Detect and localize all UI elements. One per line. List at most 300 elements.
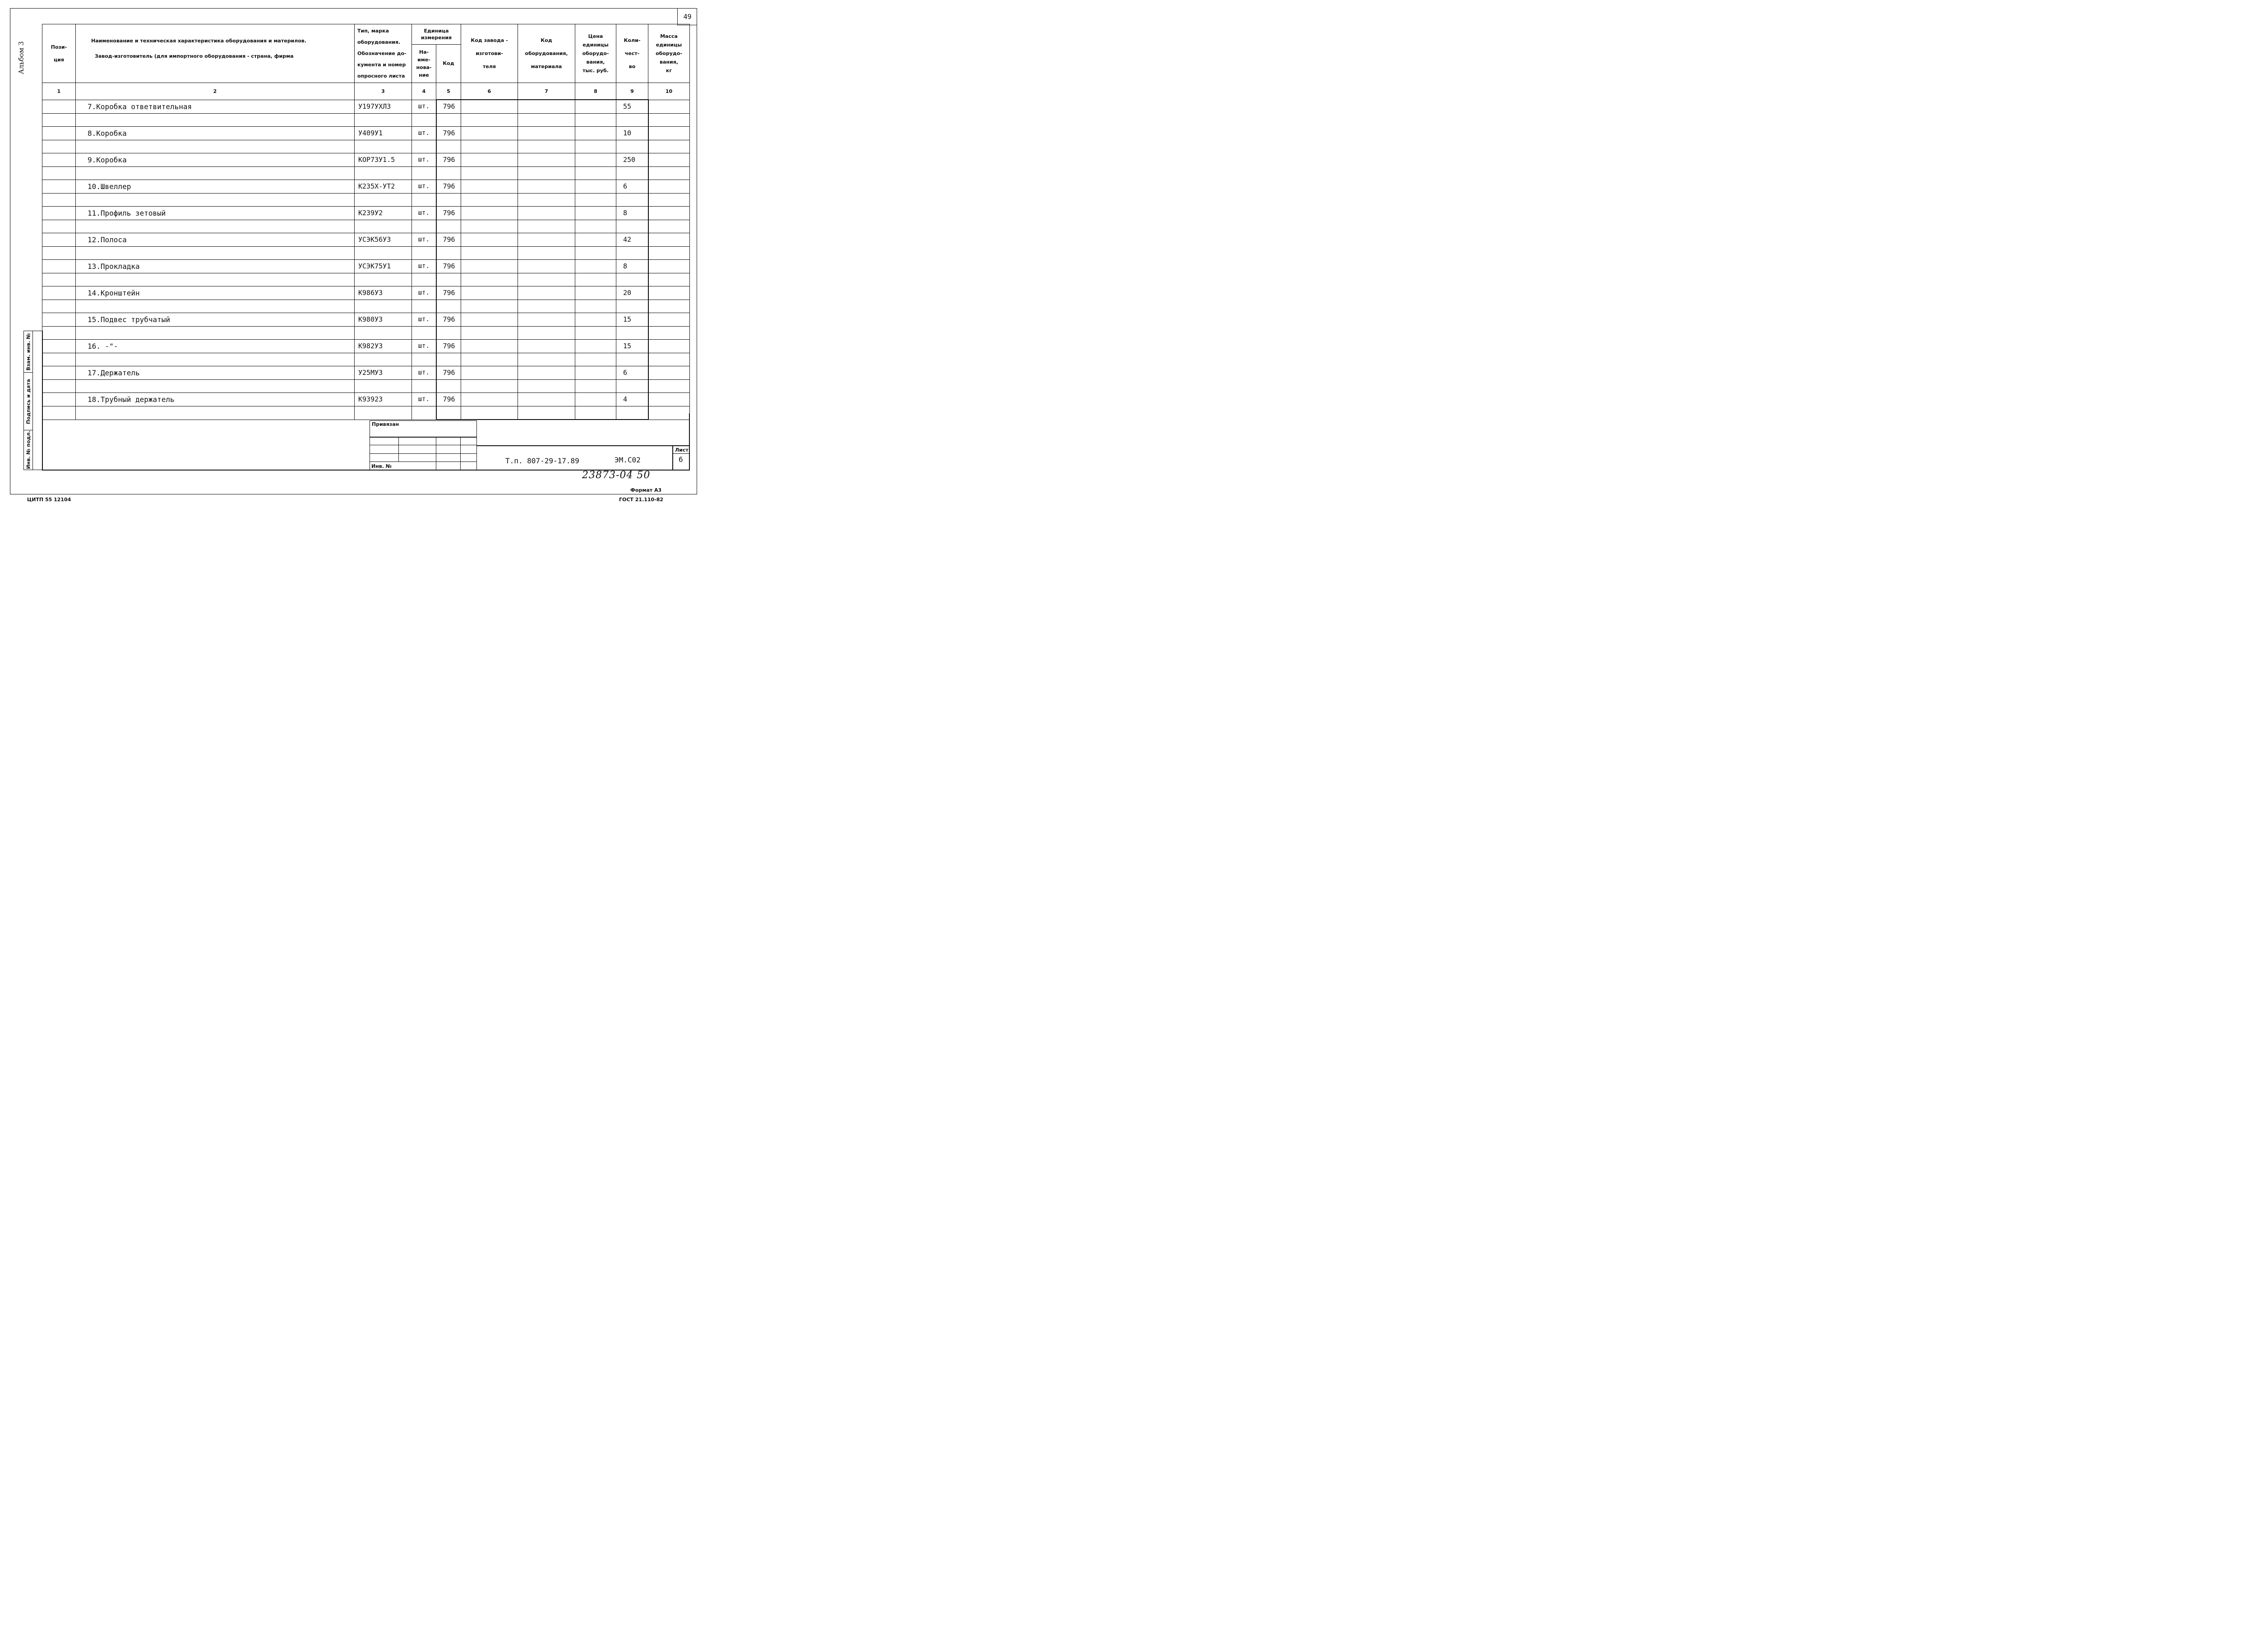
cell-price <box>575 366 616 380</box>
cell-type <box>355 353 412 366</box>
cell-factory <box>461 100 518 113</box>
cell-name <box>76 326 355 340</box>
cell-factory <box>461 286 518 300</box>
cell-unit: шт. <box>412 153 436 167</box>
table-row <box>42 340 690 353</box>
cell-name: 16. -"- <box>76 340 355 353</box>
cell-qty: 6 <box>616 180 648 194</box>
list-vline <box>672 445 673 470</box>
cell-type <box>355 326 412 340</box>
cell-equip <box>518 260 575 273</box>
cell-equip <box>518 246 575 260</box>
cell-qty <box>616 353 648 366</box>
cell-factory <box>461 393 518 406</box>
cell-qty: 15 <box>616 313 648 327</box>
cell-qty: 6 <box>616 366 648 380</box>
cell-mass <box>648 153 690 167</box>
cell-factory <box>461 353 518 366</box>
bottom-left-border <box>42 413 43 470</box>
cell-price <box>575 260 616 273</box>
list-label: Лист <box>675 447 689 453</box>
cell-pos <box>42 153 76 167</box>
cell-price <box>575 246 616 260</box>
cell-qty: 250 <box>616 153 648 167</box>
gost-label: ГОСТ 21.110-82 <box>619 497 664 503</box>
cell-price <box>575 100 616 113</box>
item-rows <box>42 100 690 420</box>
cell-equip <box>518 340 575 353</box>
cell-mass <box>648 233 690 247</box>
cell-name <box>76 140 355 153</box>
cell-type: У409У1 <box>355 127 412 140</box>
cell-unit: шт. <box>412 100 436 113</box>
cell-name: 15.Подвес трубчатый <box>76 313 355 327</box>
header-unit-name: На- име- нова- ние <box>412 45 436 83</box>
cell-pos <box>42 379 76 393</box>
cell-qty <box>616 406 648 420</box>
cell-unit <box>412 273 436 286</box>
cell-factory <box>461 313 518 327</box>
cell-equip <box>518 140 575 153</box>
table-row-spacer <box>42 113 690 127</box>
table-row <box>42 180 690 194</box>
cell-type <box>355 140 412 153</box>
cell-type: К986У3 <box>355 286 412 300</box>
cell-pos <box>42 300 76 313</box>
album-label: Альбом 3 <box>17 41 25 74</box>
cell-unit: шт. <box>412 366 436 380</box>
cell-equip <box>518 193 575 207</box>
table-row-spacer <box>42 406 690 420</box>
cell-code <box>436 406 461 420</box>
cell-code: 796 <box>436 180 461 194</box>
cell-pos <box>42 193 76 207</box>
header-type: Тип, марка оборудования. Обозначение до- кумента и номер опросного листа <box>355 24 412 83</box>
header-factory-code: Код завода - изготови- теля <box>461 24 518 83</box>
cell-price <box>575 313 616 327</box>
cell-factory <box>461 153 518 167</box>
cell-pos <box>42 260 76 273</box>
cell-unit <box>412 379 436 393</box>
cell-mass <box>648 220 690 233</box>
colnum-9: 9 <box>616 83 648 100</box>
table-row-spacer <box>42 246 690 260</box>
header-mass: Масса единицы оборудо- вания, кг <box>648 24 690 83</box>
titleblock-top-line <box>477 445 690 446</box>
cell-unit <box>412 326 436 340</box>
cell-qty: 8 <box>616 207 648 220</box>
cell-equip <box>518 220 575 233</box>
cell-name: 13.Прокладка <box>76 260 355 273</box>
colnum-8: 8 <box>575 83 616 100</box>
cell-type <box>355 406 412 420</box>
cell-code: 796 <box>436 127 461 140</box>
privyazan-vline-1 <box>398 437 399 461</box>
cell-equip <box>518 273 575 286</box>
header-name <box>76 24 355 83</box>
cell-code <box>436 220 461 233</box>
cell-code <box>436 379 461 393</box>
cell-name <box>76 166 355 180</box>
bottom-right-border <box>689 413 690 470</box>
cell-name: 17.Держатель <box>76 366 355 380</box>
cell-factory <box>461 113 518 127</box>
cell-name: 18.Трубный держатель <box>76 393 355 406</box>
cell-code <box>436 193 461 207</box>
table-row-spacer <box>42 193 690 207</box>
cell-qty <box>616 379 648 393</box>
table-row-spacer <box>42 166 690 180</box>
cell-name: 7.Коробка ответвительная <box>76 100 355 113</box>
header-price: Цена единицы оборудо- вания, тыс. руб. <box>575 24 616 83</box>
cell-qty <box>616 113 648 127</box>
cell-mass <box>648 246 690 260</box>
cell-mass <box>648 286 690 300</box>
cell-mass <box>648 260 690 273</box>
cell-price <box>575 340 616 353</box>
cell-mass <box>648 366 690 380</box>
header-unit-group: Единица измерения <box>412 24 461 45</box>
cell-factory <box>461 340 518 353</box>
cell-price <box>575 207 616 220</box>
cell-type: К235Х-УТ2 <box>355 180 412 194</box>
cell-name <box>76 353 355 366</box>
cell-factory <box>461 300 518 313</box>
cell-unit: шт. <box>412 180 436 194</box>
cell-unit: шт. <box>412 233 436 247</box>
cell-qty: 55 <box>616 100 648 113</box>
cell-pos <box>42 273 76 286</box>
cell-type: К239У2 <box>355 207 412 220</box>
cell-unit: шт. <box>412 260 436 273</box>
cell-mass <box>648 127 690 140</box>
table-row <box>42 233 690 247</box>
header-unit-code: Код <box>436 45 461 83</box>
colnum-5: 5 <box>436 83 461 100</box>
list-value: 6 <box>679 455 683 464</box>
cell-factory <box>461 260 518 273</box>
list-hline <box>672 453 689 454</box>
cell-code: 796 <box>436 340 461 353</box>
cell-mass <box>648 353 690 366</box>
colnum-6: 6 <box>461 83 518 100</box>
cell-type <box>355 193 412 207</box>
cell-price <box>575 153 616 167</box>
header-position: Пози- ция <box>42 24 76 83</box>
inv-no-label: Инв. № <box>371 463 392 469</box>
cell-equip <box>518 233 575 247</box>
cell-qty: 4 <box>616 393 648 406</box>
cell-equip <box>518 100 575 113</box>
cell-pos <box>42 353 76 366</box>
cell-equip <box>518 180 575 194</box>
cell-unit <box>412 166 436 180</box>
citp-label: ЦИТП 55 12104 <box>27 497 71 503</box>
cell-type <box>355 246 412 260</box>
cell-unit <box>412 140 436 153</box>
cell-type: УСЭК75У1 <box>355 260 412 273</box>
privyazan-vline-3 <box>460 437 461 470</box>
cell-mass <box>648 113 690 127</box>
cell-type <box>355 113 412 127</box>
cell-factory <box>461 406 518 420</box>
cell-factory <box>461 273 518 286</box>
cell-price <box>575 406 616 420</box>
cell-unit <box>412 220 436 233</box>
table-row <box>42 153 690 167</box>
cell-equip <box>518 153 575 167</box>
cell-equip <box>518 313 575 327</box>
cell-pos <box>42 246 76 260</box>
table-row <box>42 100 690 113</box>
cell-unit: шт. <box>412 207 436 220</box>
cell-unit: шт. <box>412 393 436 406</box>
cell-unit <box>412 353 436 366</box>
cell-price <box>575 193 616 207</box>
cell-pos <box>42 286 76 300</box>
table-row <box>42 313 690 327</box>
cell-factory <box>461 180 518 194</box>
privyazan-label: Привязан <box>372 421 399 427</box>
cell-code <box>436 113 461 127</box>
margin-stamp <box>23 331 43 470</box>
format-label: Формат А3 <box>630 487 662 493</box>
cell-pos <box>42 393 76 406</box>
cell-code: 796 <box>436 260 461 273</box>
cell-mass <box>648 300 690 313</box>
privyazan-line-4 <box>370 461 477 462</box>
table-row-spacer <box>42 220 690 233</box>
cell-unit <box>412 246 436 260</box>
cell-qty <box>616 140 648 153</box>
cell-price <box>575 127 616 140</box>
cell-code: 796 <box>436 207 461 220</box>
cell-price <box>575 353 616 366</box>
cell-factory <box>461 366 518 380</box>
cell-code <box>436 273 461 286</box>
cell-name: 14.Кронштейн <box>76 286 355 300</box>
header-name-line2: Завод-изготовитель (для импортного оборудования - страна, фирма <box>95 53 294 59</box>
cell-code <box>436 140 461 153</box>
cell-qty <box>616 300 648 313</box>
cell-pos <box>42 406 76 420</box>
cell-qty <box>616 326 648 340</box>
cell-unit <box>412 113 436 127</box>
cell-factory <box>461 246 518 260</box>
cell-code <box>436 246 461 260</box>
cell-pos <box>42 180 76 194</box>
cell-unit <box>412 300 436 313</box>
cell-pos <box>42 366 76 380</box>
privyazan-line-3 <box>370 453 477 454</box>
cell-name <box>76 113 355 127</box>
cell-pos <box>42 313 76 327</box>
header-name-line1: Наименование и техническая характеристика оборудования и материлов. <box>91 38 307 44</box>
cell-equip <box>518 406 575 420</box>
cell-type: УСЭК56У3 <box>355 233 412 247</box>
cell-mass <box>648 207 690 220</box>
column-number-row <box>42 83 690 100</box>
table-row <box>42 286 690 300</box>
header-quantity: Коли- чест- во <box>616 24 648 83</box>
cell-mass <box>648 100 690 113</box>
cell-name <box>76 273 355 286</box>
cell-code <box>436 353 461 366</box>
cell-equip <box>518 326 575 340</box>
cell-factory <box>461 379 518 393</box>
cell-price <box>575 326 616 340</box>
cell-unit <box>412 406 436 420</box>
cell-price <box>575 180 616 194</box>
cell-qty <box>616 166 648 180</box>
cell-factory <box>461 140 518 153</box>
cell-equip <box>518 353 575 366</box>
table-row-spacer <box>42 353 690 366</box>
cell-type: К982У3 <box>355 340 412 353</box>
cell-code: 796 <box>436 153 461 167</box>
cell-pos <box>42 140 76 153</box>
cell-name <box>76 246 355 260</box>
cell-mass <box>648 393 690 406</box>
cell-price <box>575 286 616 300</box>
cell-type <box>355 273 412 286</box>
cell-pos <box>42 233 76 247</box>
cell-unit: шт. <box>412 127 436 140</box>
stamp-inv-label: Инв. № подл. <box>25 430 32 469</box>
doc-mark: ЭМ.С02 <box>615 456 641 464</box>
cell-qty: 8 <box>616 260 648 273</box>
cell-mass <box>648 313 690 327</box>
cell-name <box>76 300 355 313</box>
colnum-4: 4 <box>412 83 436 100</box>
cell-pos <box>42 113 76 127</box>
stamp-podpis-label: Подпись и дата <box>25 379 32 424</box>
cell-price <box>575 113 616 127</box>
cell-pos <box>42 166 76 180</box>
cell-mass <box>648 140 690 153</box>
cell-pos <box>42 127 76 140</box>
cell-code: 796 <box>436 233 461 247</box>
cell-qty <box>616 273 648 286</box>
cell-unit: шт. <box>412 313 436 327</box>
cell-price <box>575 393 616 406</box>
cell-equip <box>518 207 575 220</box>
cell-mass <box>648 166 690 180</box>
cell-unit <box>412 193 436 207</box>
privyazan-line-1 <box>370 437 477 438</box>
table-row-spacer <box>42 379 690 393</box>
table-row <box>42 366 690 380</box>
table-row-spacer <box>42 326 690 340</box>
table-row <box>42 127 690 140</box>
doc-code: Т.п. 807-29-17.89 <box>505 457 579 465</box>
cell-qty <box>616 246 648 260</box>
cell-mass <box>648 379 690 393</box>
cell-equip <box>518 300 575 313</box>
cell-price <box>575 140 616 153</box>
cell-factory <box>461 326 518 340</box>
cell-name <box>76 406 355 420</box>
cell-factory <box>461 233 518 247</box>
cell-name: 8.Коробка <box>76 127 355 140</box>
cell-factory <box>461 127 518 140</box>
cell-type <box>355 300 412 313</box>
table-row-spacer <box>42 273 690 286</box>
cell-name: 10.Швеллер <box>76 180 355 194</box>
cell-price <box>575 300 616 313</box>
cell-type: У197УХЛ3 <box>355 100 412 113</box>
colnum-7: 7 <box>518 83 575 100</box>
cell-type <box>355 166 412 180</box>
handwritten-number: 23873-04 50 <box>582 470 651 481</box>
cell-unit: шт. <box>412 340 436 353</box>
colnum-1: 1 <box>42 83 76 100</box>
cell-factory <box>461 193 518 207</box>
colnum-3: 3 <box>355 83 412 100</box>
cell-code <box>436 300 461 313</box>
cell-type: У25МУ3 <box>355 366 412 380</box>
header-equipment-code: Код оборудования, материала <box>518 24 575 83</box>
cell-qty <box>616 193 648 207</box>
colnum-10: 10 <box>648 83 690 100</box>
cell-qty: 20 <box>616 286 648 300</box>
cell-equip <box>518 286 575 300</box>
table-row-spacer <box>42 300 690 313</box>
privyazan-block <box>370 420 477 470</box>
cell-name <box>76 193 355 207</box>
cell-pos <box>42 340 76 353</box>
table-row <box>42 260 690 273</box>
cell-qty: 15 <box>616 340 648 353</box>
cell-code: 796 <box>436 393 461 406</box>
sheet-number: 49 <box>677 8 697 25</box>
cell-mass <box>648 180 690 194</box>
cell-qty: 42 <box>616 233 648 247</box>
cell-mass <box>648 326 690 340</box>
cell-mass <box>648 406 690 420</box>
table-row-spacer <box>42 140 690 153</box>
stamp-vzam-label: Взам. инв. № <box>25 333 32 371</box>
cell-code <box>436 326 461 340</box>
table-row <box>42 393 690 406</box>
cell-type: КОР73У1.5 <box>355 153 412 167</box>
cell-name: 11.Профиль зетовый <box>76 207 355 220</box>
cell-pos <box>42 100 76 113</box>
cell-name <box>76 220 355 233</box>
cell-equip <box>518 393 575 406</box>
cell-price <box>575 220 616 233</box>
cell-price <box>575 166 616 180</box>
cell-mass <box>648 273 690 286</box>
cell-pos <box>42 220 76 233</box>
cell-price <box>575 273 616 286</box>
cell-code: 796 <box>436 100 461 113</box>
cell-equip <box>518 379 575 393</box>
cell-name: 9.Коробка <box>76 153 355 167</box>
cell-code: 796 <box>436 313 461 327</box>
cell-price <box>575 379 616 393</box>
cell-price <box>575 233 616 247</box>
cell-qty: 10 <box>616 127 648 140</box>
cell-pos <box>42 207 76 220</box>
cell-type: К980У3 <box>355 313 412 327</box>
colnum-2: 2 <box>76 83 355 100</box>
cell-qty <box>616 220 648 233</box>
cell-type: К93923 <box>355 393 412 406</box>
cell-factory <box>461 166 518 180</box>
specification-table <box>42 24 690 420</box>
cell-mass <box>648 340 690 353</box>
